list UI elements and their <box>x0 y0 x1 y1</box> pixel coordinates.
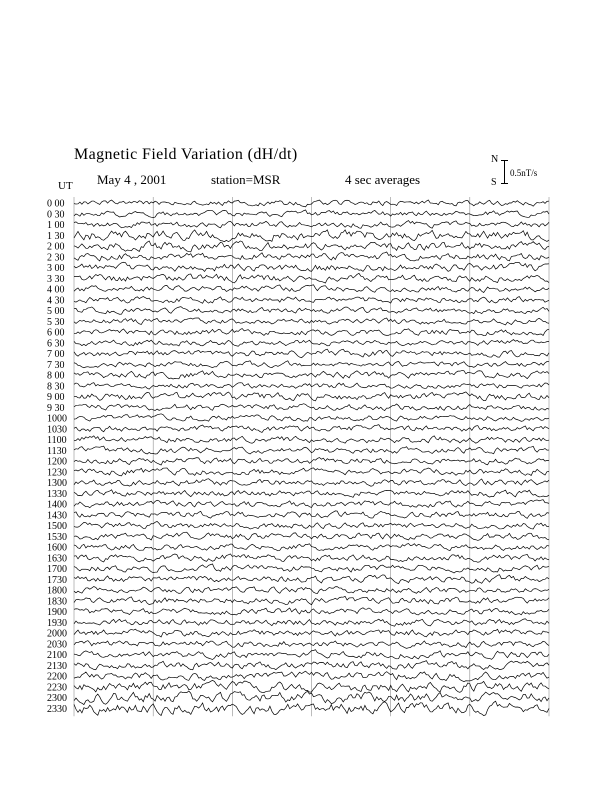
ut-row-label: 1400 <box>47 499 67 511</box>
ut-row-label: 1900 <box>47 607 67 618</box>
ut-axis-header: UT <box>58 180 73 192</box>
ut-row-label: 9 00 <box>47 392 65 403</box>
ut-row-label: 7 00 <box>47 349 65 360</box>
ut-row-label: 1700 <box>47 564 67 575</box>
ut-row-label: 0 00 <box>47 198 65 210</box>
ut-row-label: 1800 <box>47 585 67 597</box>
chart-station: station=MSR <box>211 172 281 187</box>
ut-row-label: 1630 <box>47 553 67 565</box>
ut-row-label: 6 00 <box>47 327 65 339</box>
scale-value-label: 0.5nT/s <box>510 168 538 178</box>
scale-north-label: N <box>491 154 499 165</box>
ut-row-label: 1 30 <box>47 230 65 242</box>
ut-row-label: 1330 <box>47 488 67 500</box>
chart-date: May 4 , 2001 <box>97 172 167 187</box>
ut-row-label: 1930 <box>47 617 67 629</box>
ut-row-label: 3 30 <box>47 273 65 285</box>
chart-averaging: 4 sec averages <box>345 172 421 187</box>
ut-row-label: 1200 <box>47 456 67 468</box>
ut-row-label: 1130 <box>47 445 67 457</box>
ut-row-label: 1030 <box>47 424 67 436</box>
ut-row-label: 2130 <box>47 660 67 672</box>
ut-row-label: 1600 <box>47 542 67 554</box>
ut-row-label: 4 30 <box>47 295 65 307</box>
ut-row-label: 1500 <box>47 521 67 532</box>
ut-row-label: 1300 <box>47 478 67 489</box>
ut-row-label: 2200 <box>47 671 67 683</box>
ut-row-label: 5 00 <box>47 306 65 317</box>
ut-row-label: 2300 <box>47 693 67 704</box>
ut-row-label: 1830 <box>47 596 67 608</box>
ut-row-label: 1530 <box>47 531 67 543</box>
ut-row-label: 5 30 <box>47 316 65 328</box>
ut-row-label: 2 30 <box>47 252 65 264</box>
ut-row-label: 1000 <box>47 413 67 425</box>
ut-row-label: 2030 <box>47 639 67 651</box>
ut-row-label: 0 30 <box>47 209 65 221</box>
ut-row-label: 8 00 <box>47 370 65 382</box>
ut-row-label: 2230 <box>47 682 67 694</box>
ut-row-label: 1 00 <box>47 220 65 231</box>
scale-south-label: S <box>491 177 497 188</box>
ut-row-label: 1230 <box>47 467 67 479</box>
ut-row-label: 1100 <box>47 435 67 446</box>
ut-row-label: 6 30 <box>47 338 65 350</box>
ut-row-label: 3 00 <box>47 263 65 274</box>
ut-row-label: 7 30 <box>47 359 65 371</box>
ut-row-label: 2000 <box>47 628 67 640</box>
ut-row-label: 9 30 <box>47 402 65 414</box>
chart-title: Magnetic Field Variation (dH/dt) <box>74 146 298 163</box>
ut-row-label: 4 00 <box>47 284 65 296</box>
ut-row-label: 1430 <box>47 510 67 522</box>
ut-row-label: 8 30 <box>47 381 65 393</box>
ut-row-label: 2330 <box>47 703 67 715</box>
ut-row-label: 2 00 <box>47 241 65 253</box>
ut-row-label: 2100 <box>47 650 67 661</box>
ut-row-label: 1730 <box>47 574 67 586</box>
